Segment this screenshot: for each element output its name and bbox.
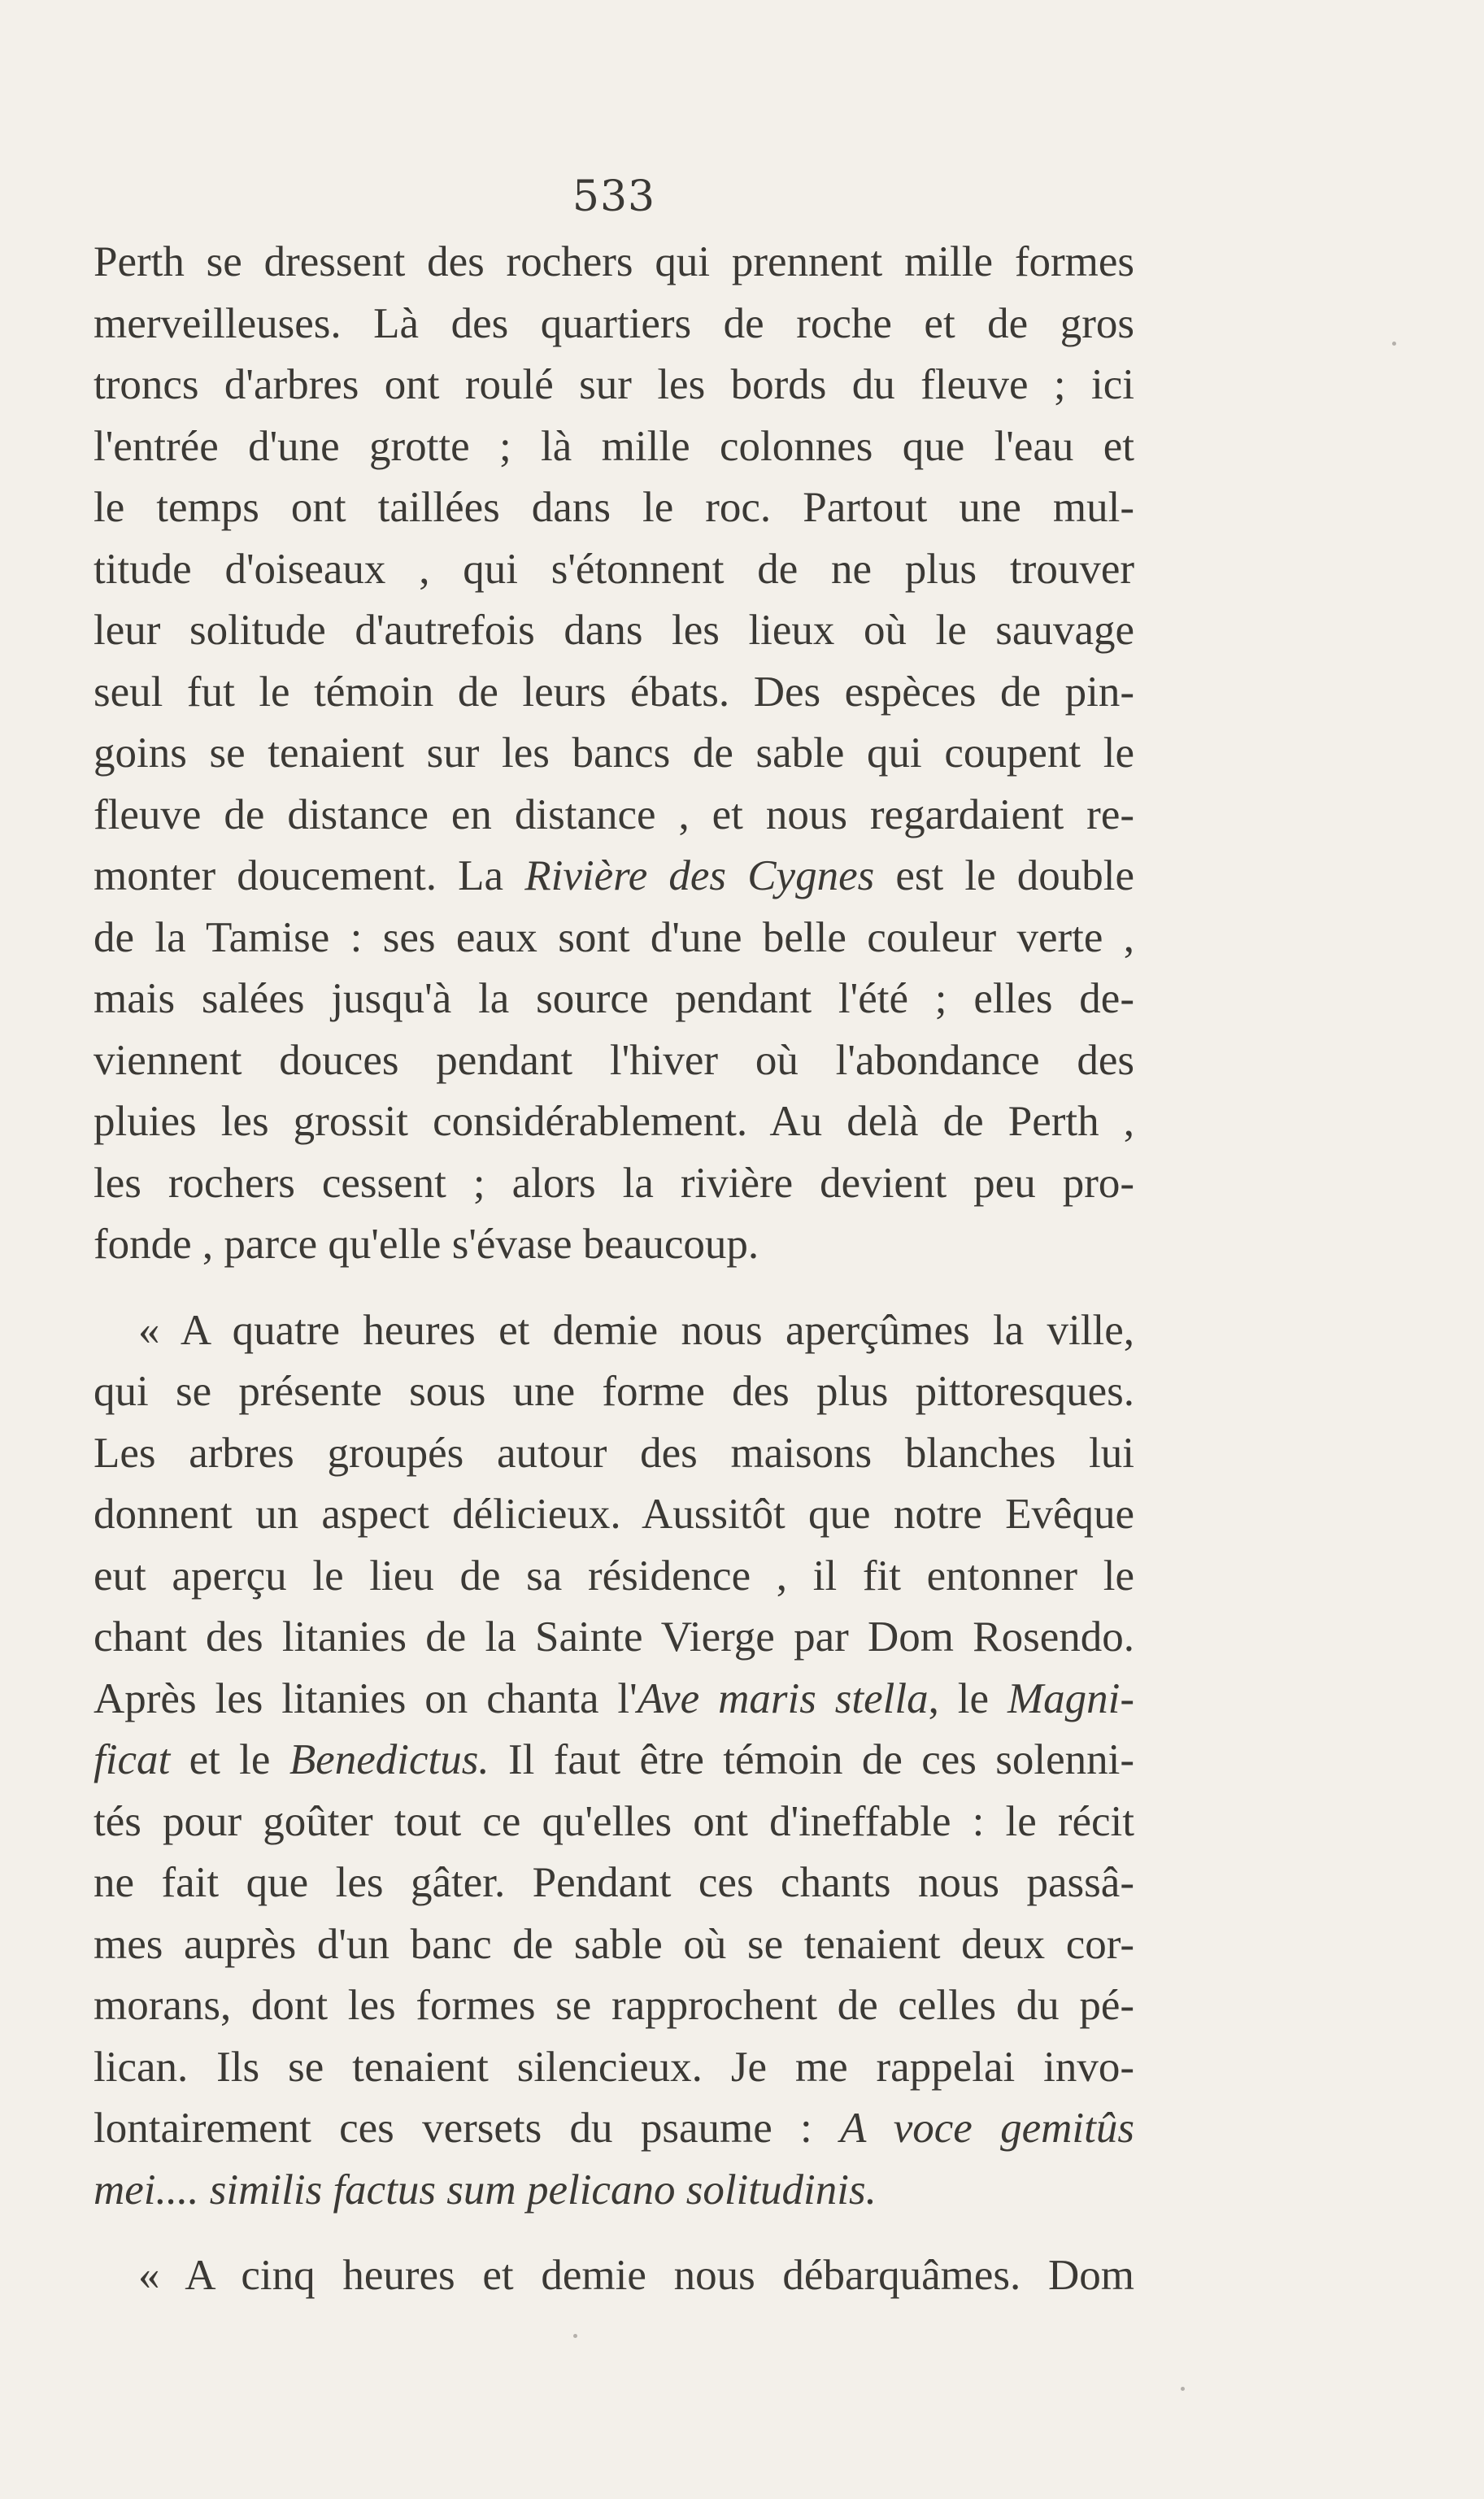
paragraph bbox=[94, 2245, 1134, 2307]
text-line: mes auprès d'un banc de sable où se tenaient deux cor- bbox=[94, 1920, 1134, 1968]
paragraph bbox=[94, 232, 1134, 1276]
page-number: 533 bbox=[572, 172, 656, 221]
paragraph bbox=[94, 1300, 1134, 2222]
text-line: merveilleuses. Là des quartiers de roche et de gros bbox=[94, 299, 1134, 347]
text-line: pluies les grossit considérablement. Au delà de Perth , bbox=[94, 1098, 1134, 1145]
text-line: de la Tamise : ses eaux sont d'une belle couleur verte , bbox=[94, 913, 1134, 961]
italic-title: Benedictus. bbox=[289, 1736, 490, 1783]
text-line: leur solitude d'autrefois dans les lieux où le sauvage bbox=[94, 607, 1134, 654]
text-line: « A quatre heures et demie nous aperçûmes la ville, bbox=[138, 1306, 1134, 1354]
italic-quote: A voce gemitûs bbox=[840, 2105, 1134, 2152]
text-line: Les arbres groupés autour des maisons blanches lui bbox=[94, 1429, 1134, 1477]
text-line: viennent douces pendant l'hiver où l'abondance des bbox=[94, 1036, 1134, 1084]
text-line: fonde , parce qu'elle s'évase beaucoup. bbox=[94, 1221, 759, 1268]
text-line: le temps ont taillées dans le roc. Partout une mul- bbox=[94, 484, 1134, 531]
text-line: « A cinq heures et demie nous débarquâmes. Dom bbox=[138, 2252, 1134, 2299]
text-line: morans, dont les formes se rapprochent de celles du pé- bbox=[94, 1982, 1134, 2029]
text-line: Après les litanies on chanta l'Ave maris stella, le Magni- bbox=[94, 1674, 1134, 1722]
text-line: qui se présente sous une forme des plus pittoresques. bbox=[94, 1368, 1134, 1415]
body-text bbox=[94, 232, 1134, 2307]
italic-title: Rivière des Cygnes bbox=[524, 852, 875, 899]
italic-title: Magni- bbox=[1007, 1674, 1134, 1722]
text-line: l'entrée d'une grotte ; là mille colonnes que l'eau et bbox=[94, 422, 1134, 470]
italic-title: ficat bbox=[94, 1736, 171, 1783]
text-line: mais salées jusqu'à la source pendant l'été ; elles de- bbox=[94, 975, 1134, 1022]
paper-speck bbox=[1392, 342, 1396, 346]
text-line: ne fait que les gâter. Pendant ces chants nous passâ- bbox=[94, 1859, 1134, 1906]
text-line: lontairement ces versets du psaume : A voce gemitûs bbox=[94, 2105, 1134, 2152]
paragraph-gap bbox=[94, 1276, 1134, 1300]
paper-speck bbox=[1181, 2387, 1185, 2391]
text-line: eut aperçu le lieu de sa résidence , il fit entonner le bbox=[94, 1552, 1134, 1600]
text-line: chant des litanies de la Sainte Vierge par Dom Rosendo. bbox=[94, 1613, 1134, 1661]
text-line: ficat et le Benedictus. Il faut être témoin de ces solenni- bbox=[94, 1736, 1135, 1783]
paragraph-gap bbox=[94, 2221, 1134, 2245]
text-line: lican. Ils se tenaient silencieux. Je me rappelai invo- bbox=[94, 2043, 1134, 2091]
text-line: troncs d'arbres ont roulé sur les bords du fleuve ; ici bbox=[94, 361, 1134, 408]
italic-title: Ave maris stella bbox=[637, 1674, 929, 1722]
text-line bbox=[94, 2160, 1134, 2222]
text-line: donnent un aspect délicieux. Aussitôt que notre Evêque bbox=[94, 1491, 1134, 1538]
paper-speck bbox=[573, 2334, 577, 2338]
italic-quote: mei.... similis factus sum pelicano solitudinis. bbox=[94, 2166, 877, 2214]
text-line: les rochers cessent ; alors la rivière devient peu pro- bbox=[94, 1159, 1134, 1207]
text-line: goins se tenaient sur les bancs de sable qui coupent le bbox=[94, 729, 1134, 777]
text-line: seul fut le témoin de leurs ébats. Des espèces de pin- bbox=[94, 668, 1134, 716]
text-line: titude d'oiseaux , qui s'étonnent de ne plus trouver bbox=[94, 545, 1134, 593]
text-line: tés pour goûter tout ce qu'elles ont d'ineffable : le récit bbox=[94, 1797, 1134, 1845]
text-line: monter doucement. La Rivière des Cygnes est le double bbox=[94, 852, 1135, 899]
text-line: Perth se dressent des rochers qui prennent mille formes bbox=[94, 238, 1134, 285]
text-line: fleuve de distance en distance , et nous regardaient re- bbox=[94, 790, 1134, 838]
